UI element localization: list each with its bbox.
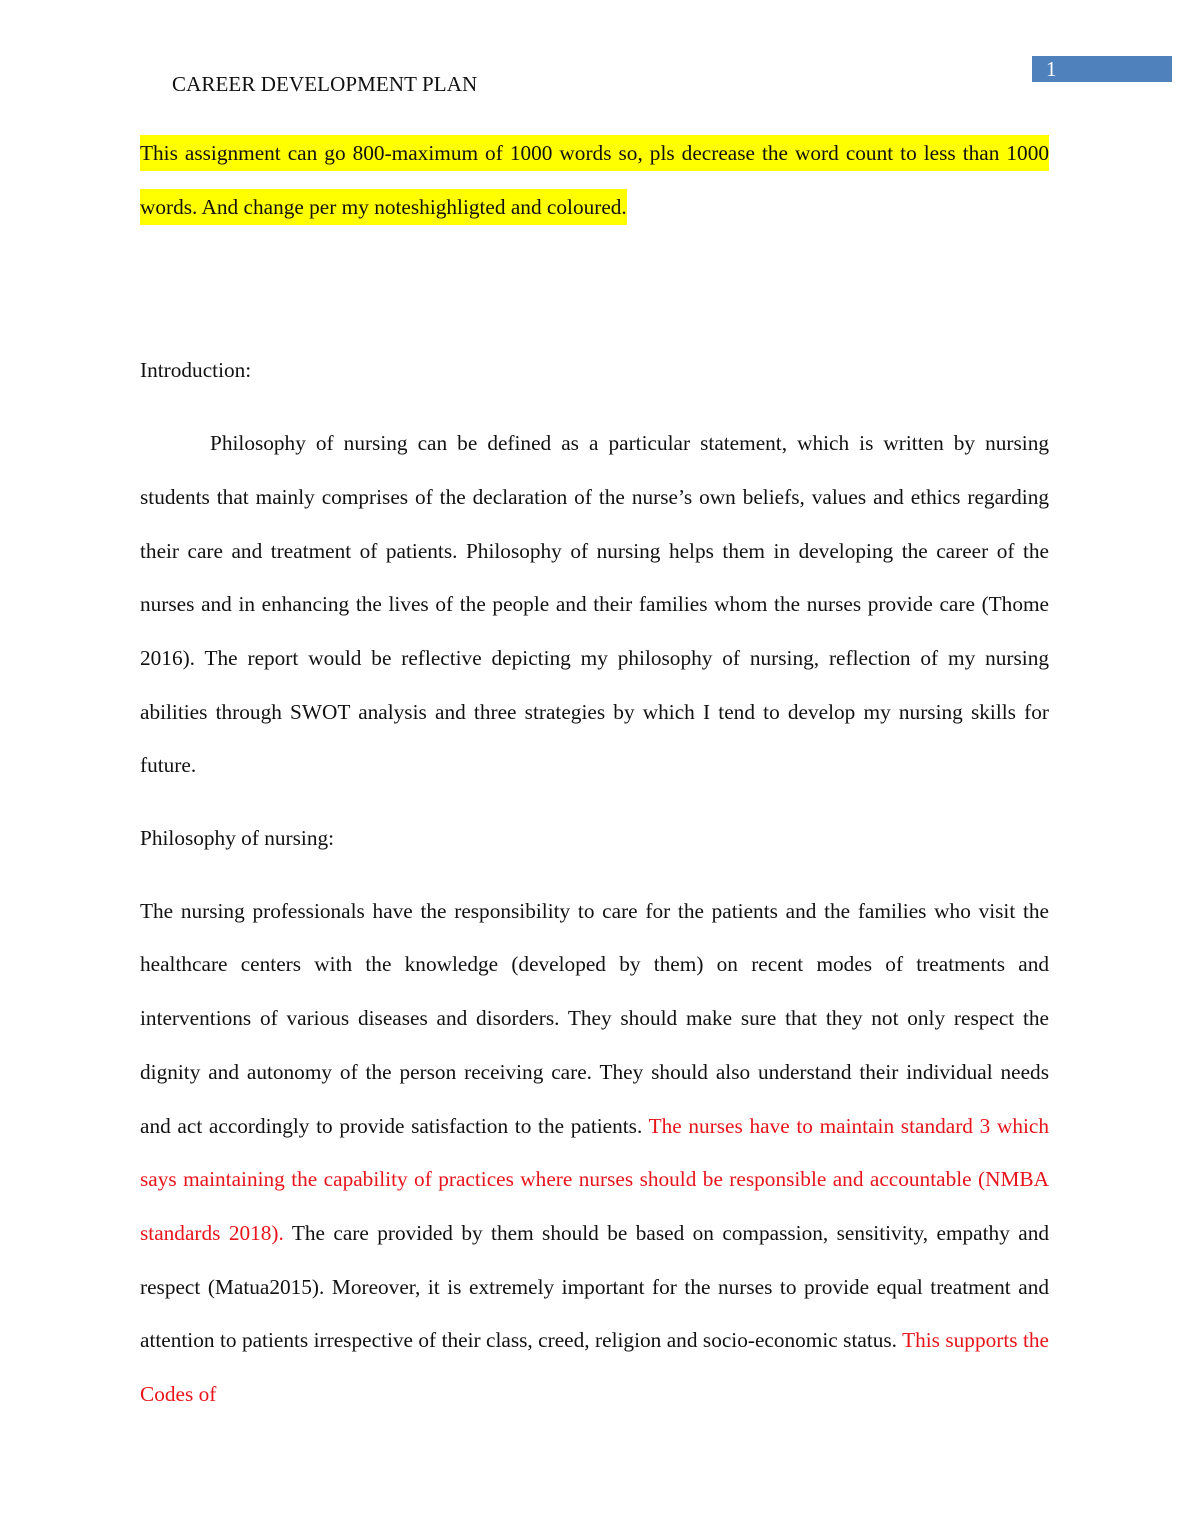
running-header-title: CAREER DEVELOPMENT PLAN: [172, 72, 478, 96]
philosophy-heading: Philosophy of nursing:: [140, 826, 335, 851]
document-body: [140, 127, 1049, 1422]
editor-note-paragraph: [140, 127, 1049, 234]
philosophy-paragraph: [140, 885, 1049, 1422]
introduction-heading: Introduction:: [140, 358, 252, 383]
philosophy-red-note-1: The nurses have to maintain standard 3 which says maintaining the capability of practices where nurses should be responsible and accountable (NMBA standards 2018).: [140, 1113, 1049, 1245]
page-number: 1: [1032, 56, 1172, 82]
editor-note-highlighted-text: This assignment can go 800-maximum of 1000 words so, pls decrease the word count to less than 1000 words. And change per my noteshighligted and coloured.: [140, 135, 1049, 225]
introduction-paragraph: Philosophy of nursing can be defined as a particular statement, which is written by nursing students that mainly comprises of the declaration of the nurse’s own beliefs, values and ethics regarding their care and treatment of patients. Philosophy of nursing helps them in developing the career of the nurses and in enhancing the lives of the people and their families whom the nurses provide care (Thome 2016). The report would be reflective depicting my philosophy of nursing, reflection of my nursing abilities through SWOT analysis and three strategies by which I tend to develop my nursing skills for future.: [140, 431, 1049, 778]
philosophy-text-part-2: The care provided by them should be based on compassion, sensitivity, empathy and respect (Matua2015). Moreover, it is extremely important for the nurses to provide equal treatment and attention to patients irrespective of their class, creed, religion and socio-economic status.: [140, 1220, 1049, 1353]
philosophy-text-part-1: The nursing professionals have the responsibility to care for the patients and the families who visit the healthcare centers with the knowledge (developed by them) on recent modes of treatments and interventions of various diseases and disorders. They should make sure that they not only respect the dignity and autonomy of the person receiving care. They should also understand their individual needs and act accordingly to provide satisfaction to the patients.: [140, 898, 1049, 1138]
philosophy-red-note-2: This supports the Codes of: [140, 1328, 1049, 1407]
